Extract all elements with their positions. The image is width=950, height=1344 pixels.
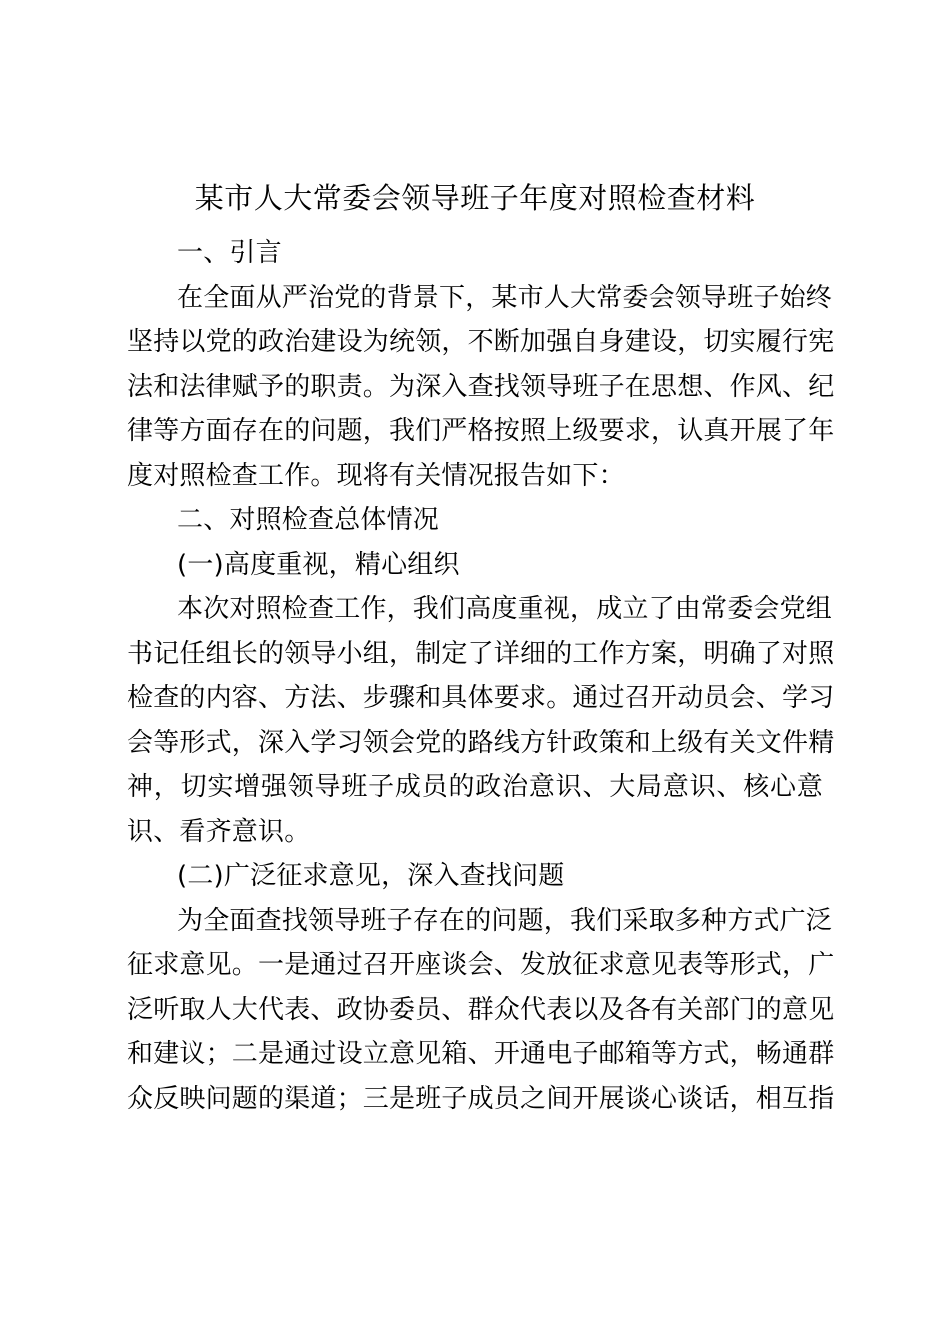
- paragraph-line: 征求意见。一是通过召开座谈会、发放征求意见表等形式，广: [127, 950, 835, 980]
- heading-introduction: 一、引言: [177, 238, 282, 268]
- paragraph-line: 和建议；二是通过设立意见箱、开通电子邮箱等方式，畅通群: [127, 1039, 835, 1069]
- paragraph-line: 律等方面存在的问题，我们严格按照上级要求，认真开展了年: [127, 416, 835, 446]
- paragraph-line: 书记任组长的领导小组，制定了详细的工作方案，明确了对照: [127, 639, 835, 669]
- paragraph-line: 识、看齐意识。: [127, 817, 311, 847]
- paragraph-line: 泛听取人大代表、政协委员、群众代表以及各有关部门的意见: [127, 995, 835, 1025]
- paragraph-line: 在全面从严治党的背景下，某市人大常委会领导班子始终: [177, 283, 833, 313]
- paragraph-line: 为全面查找领导班子存在的问题，我们采取多种方式广泛: [177, 906, 833, 936]
- paragraph-line: 检查的内容、方法、步骤和具体要求。通过召开动员会、学习: [127, 683, 835, 713]
- paragraph-line: 法和法律赋予的职责。为深入查找领导班子在思想、作风、纪: [127, 372, 835, 402]
- heading-overall-situation: 二、对照检查总体情况: [177, 505, 440, 535]
- subheading-opinions: (二)广泛征求意见，深入查找问题: [177, 861, 565, 891]
- paragraph-line: 度对照检查工作。现将有关情况报告如下：: [127, 461, 625, 491]
- paragraph-line: 众反映问题的渠道；三是班子成员之间开展谈心谈话，相互指: [127, 1084, 835, 1114]
- paragraph-line: 神，切实增强领导班子成员的政治意识、大局意识、核心意: [127, 772, 823, 802]
- paragraph-line: 坚持以党的政治建设为统领，不断加强自身建设，切实履行宪: [127, 327, 835, 357]
- document-title: 某市人大常委会领导班子年度对照检查材料: [194, 181, 756, 215]
- subheading-organization: (一)高度重视，精心组织: [177, 550, 460, 580]
- paragraph-line: 本次对照检查工作，我们高度重视，成立了由常委会党组: [177, 594, 833, 624]
- paragraph-line: 会等形式，深入学习领会党的路线方针政策和上级有关文件精: [127, 728, 835, 758]
